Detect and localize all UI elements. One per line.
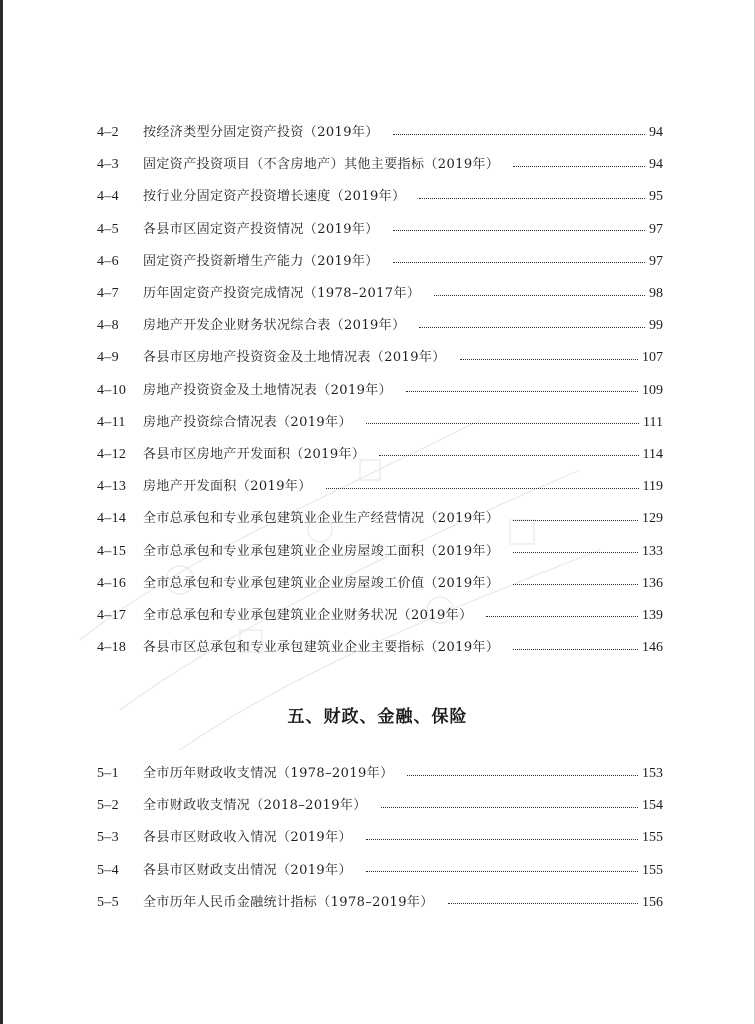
entry-title: 全市总承包和专业承包建筑业企业房屋竣工价值（2019年） bbox=[143, 575, 500, 591]
dot-leader bbox=[460, 359, 638, 360]
entry-title: 固定资产投资新增生产能力（2019年） bbox=[143, 253, 379, 269]
entry-title: 各县市区总承包和专业承包建筑业企业主要指标（2019年） bbox=[143, 640, 500, 656]
dot-leader bbox=[366, 871, 638, 872]
entry-page-number: 156 bbox=[642, 894, 663, 910]
entry-number: 4–8 bbox=[97, 318, 119, 334]
entry-number: 4–12 bbox=[97, 446, 127, 462]
entry-number: 5–1 bbox=[97, 766, 119, 782]
dot-leader bbox=[393, 134, 645, 135]
entry-page-number: 94 bbox=[649, 125, 663, 141]
entry-title: 房地产开发企业财务状况综合表（2019年） bbox=[143, 318, 406, 334]
entry-page-number: 153 bbox=[642, 766, 663, 782]
entry-number: 4–13 bbox=[97, 479, 127, 495]
toc-entry[interactable] bbox=[97, 310, 663, 342]
entry-title: 各县市区固定资产投资情况（2019年） bbox=[143, 221, 379, 237]
toc-entry[interactable] bbox=[97, 149, 663, 181]
dot-leader bbox=[366, 423, 639, 424]
section-heading: 五、财政、金融、保险 bbox=[287, 707, 468, 727]
entry-number: 4–2 bbox=[97, 125, 119, 141]
entry-page-number: 155 bbox=[642, 830, 663, 846]
entry-page-number: 95 bbox=[649, 189, 663, 205]
dot-leader bbox=[513, 166, 645, 167]
toc-entry[interactable] bbox=[97, 503, 663, 535]
dot-leader bbox=[406, 391, 638, 392]
entry-title: 各县市区财政收入情况（2019年） bbox=[143, 830, 352, 846]
entry-title: 全市总承包和专业承包建筑业企业生产经营情况（2019年） bbox=[143, 511, 500, 527]
entry-page-number: 129 bbox=[642, 511, 663, 527]
toc-entry[interactable] bbox=[97, 535, 663, 567]
toc-entry[interactable] bbox=[97, 181, 663, 213]
toc-section-four bbox=[97, 117, 663, 664]
entry-number: 4–16 bbox=[97, 575, 127, 591]
entry-number: 5–4 bbox=[97, 862, 119, 878]
dot-leader bbox=[513, 520, 638, 521]
entry-title: 按经济类型分固定资产投资（2019年） bbox=[143, 125, 379, 141]
entry-page-number: 107 bbox=[642, 350, 663, 366]
entry-title: 按行业分固定资产投资增长速度（2019年） bbox=[143, 189, 406, 205]
toc-entry[interactable] bbox=[97, 407, 663, 439]
dot-leader bbox=[393, 262, 645, 263]
page-left-edge bbox=[0, 0, 3, 1024]
entry-number: 4–9 bbox=[97, 350, 119, 366]
entry-number: 4–5 bbox=[97, 221, 119, 237]
toc-entry[interactable] bbox=[97, 632, 663, 664]
toc-entry[interactable] bbox=[97, 246, 663, 278]
toc-entry[interactable] bbox=[97, 790, 663, 822]
toc-entry[interactable] bbox=[97, 117, 663, 149]
toc-entry[interactable] bbox=[97, 855, 663, 887]
entry-page-number: 99 bbox=[649, 318, 663, 334]
toc-entry[interactable] bbox=[97, 600, 663, 632]
entry-title: 固定资产投资项目（不含房地产）其他主要指标（2019年） bbox=[143, 157, 500, 173]
entry-title: 全市财政收支情况（2018–2019年） bbox=[143, 798, 367, 814]
toc-entry[interactable] bbox=[97, 375, 663, 407]
dot-leader bbox=[486, 616, 638, 617]
dot-leader bbox=[407, 775, 638, 776]
entry-number: 5–2 bbox=[97, 798, 119, 814]
dot-leader bbox=[393, 230, 645, 231]
toc-entry[interactable] bbox=[97, 342, 663, 374]
entry-title: 全市历年财政收支情况（1978–2019年） bbox=[143, 766, 394, 782]
toc-entry[interactable] bbox=[97, 471, 663, 503]
entry-page-number: 155 bbox=[642, 862, 663, 878]
entry-page-number: 97 bbox=[649, 221, 663, 237]
toc-entry[interactable] bbox=[97, 439, 663, 471]
entry-number: 4–7 bbox=[97, 286, 119, 302]
entry-number: 5–3 bbox=[97, 830, 119, 846]
toc-entry[interactable] bbox=[97, 568, 663, 600]
entry-number: 4–10 bbox=[97, 382, 127, 398]
toc-entry[interactable] bbox=[97, 887, 663, 919]
entry-page-number: 98 bbox=[649, 286, 663, 302]
entry-title: 各县市区房地产投资资金及土地情况表（2019年） bbox=[143, 350, 446, 366]
entry-page-number: 136 bbox=[642, 575, 663, 591]
entry-page-number: 119 bbox=[642, 479, 663, 495]
dot-leader bbox=[434, 295, 645, 296]
entry-page-number: 94 bbox=[649, 157, 663, 173]
dot-leader bbox=[379, 455, 638, 456]
entry-number: 5–5 bbox=[97, 894, 119, 910]
toc-section-five bbox=[97, 758, 663, 919]
entry-number: 4–3 bbox=[97, 157, 119, 173]
dot-leader bbox=[513, 552, 638, 553]
entry-title: 历年固定资产投资完成情况（1978–2017年） bbox=[143, 286, 421, 302]
entry-number: 4–11 bbox=[97, 414, 126, 430]
entry-title: 各县市区房地产开发面积（2019年） bbox=[143, 446, 366, 462]
dot-leader bbox=[326, 488, 639, 489]
toc-entry[interactable] bbox=[97, 214, 663, 246]
entry-number: 4–6 bbox=[97, 253, 119, 269]
toc-entry[interactable] bbox=[97, 758, 663, 790]
dot-leader bbox=[419, 327, 645, 328]
entry-page-number: 154 bbox=[642, 798, 663, 814]
dot-leader bbox=[366, 839, 638, 840]
entry-title: 全市总承包和专业承包建筑业企业房屋竣工面积（2019年） bbox=[143, 543, 500, 559]
dot-leader bbox=[513, 584, 638, 585]
entry-title: 全市总承包和专业承包建筑业企业财务状况（2019年） bbox=[143, 607, 473, 623]
entry-title: 房地产投资资金及土地情况表（2019年） bbox=[143, 382, 393, 398]
entry-number: 4–14 bbox=[97, 511, 127, 527]
entry-number: 4–15 bbox=[97, 543, 127, 559]
entry-page-number: 114 bbox=[642, 446, 663, 462]
dot-leader bbox=[419, 198, 645, 199]
entry-number: 4–17 bbox=[97, 607, 127, 623]
dot-leader bbox=[448, 903, 638, 904]
toc-entry[interactable] bbox=[97, 278, 663, 310]
entry-title: 房地产投资综合情况表（2019年） bbox=[143, 414, 352, 430]
entry-title: 各县市区财政支出情况（2019年） bbox=[143, 862, 352, 878]
entry-page-number: 146 bbox=[642, 640, 663, 656]
dot-leader bbox=[381, 807, 638, 808]
entry-page-number: 97 bbox=[649, 253, 663, 269]
entry-title: 房地产开发面积（2019年） bbox=[143, 479, 312, 495]
entry-number: 4–4 bbox=[97, 189, 119, 205]
dot-leader bbox=[513, 649, 638, 650]
entry-page-number: 133 bbox=[642, 543, 663, 559]
entry-page-number: 139 bbox=[642, 607, 663, 623]
entry-number: 4–18 bbox=[97, 640, 127, 656]
entry-page-number: 109 bbox=[642, 382, 663, 398]
entry-title: 全市历年人民币金融统计指标（1978–2019年） bbox=[143, 894, 434, 910]
entry-page-number: 111 bbox=[643, 414, 663, 430]
toc-entry[interactable] bbox=[97, 822, 663, 854]
